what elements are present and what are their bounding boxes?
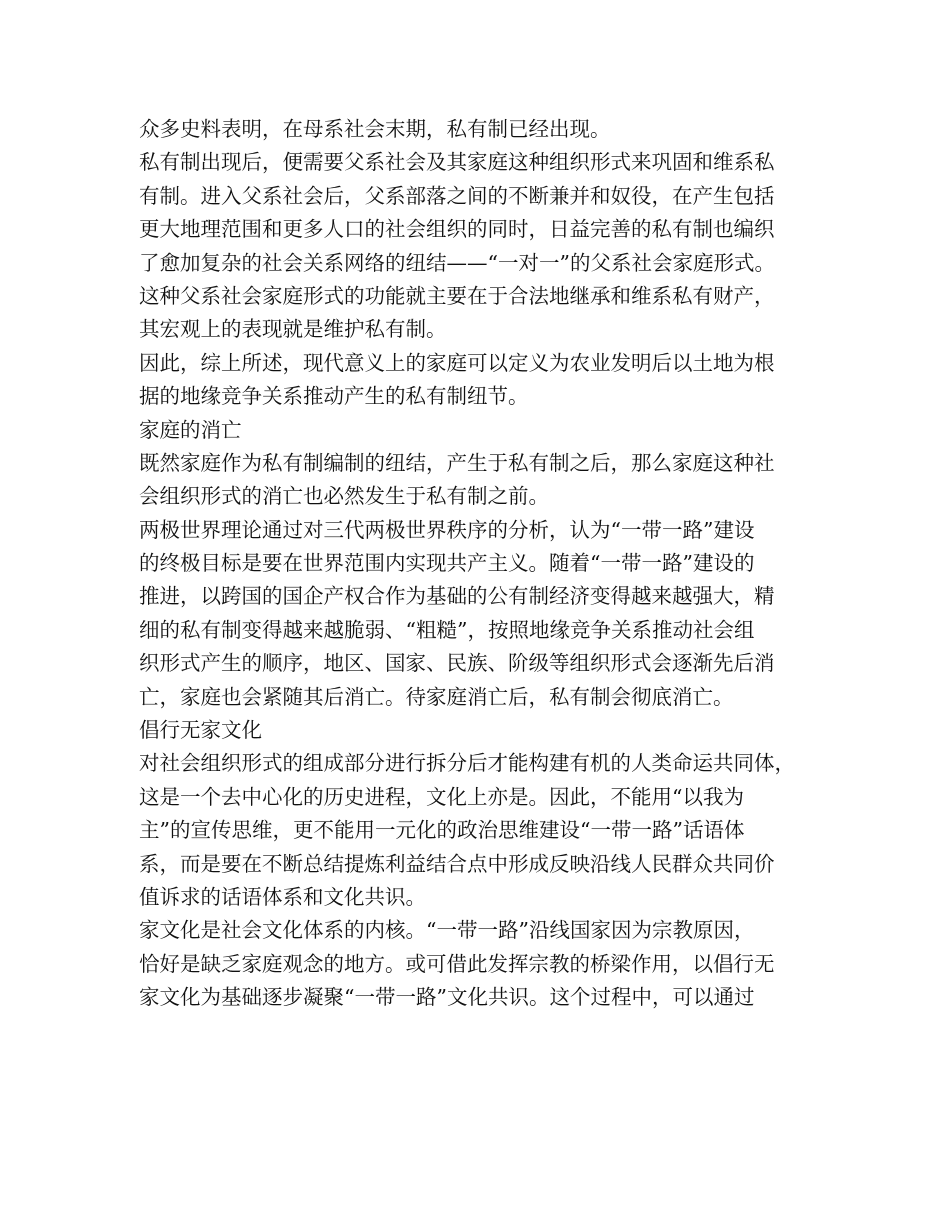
text-line: 对社会组织形式的组成部分进行拆分后才能构建有机的人类命运共同体， [139, 751, 795, 776]
text-line: 亡，家庭也会紧随其后消亡。待家庭消亡后，私有制会彻底消亡。 [139, 684, 734, 709]
text-line: 有制。进入父系社会后，父系部落之间的不断兼并和奴役，在产生包括 [139, 183, 775, 208]
text-line: 这是一个去中心化的历史进程，文化上亦是。因此，不能用“以我为 [139, 784, 744, 809]
text-line: 两极世界理论通过对三代两极世界秩序的分析，认为“一带一路”建设 [139, 517, 755, 542]
text-line: 这种父系社会家庭形式的功能就主要在于合法地继承和维系私有财产， [139, 283, 775, 308]
text-line: 其宏观上的表现就是维护私有制。 [139, 317, 447, 342]
text-line: 恰好是缺乏家庭观念的地方。或可借此发挥宗教的桥梁作用，以倡行无 [139, 951, 775, 976]
text-line: 因此，综上所述，现代意义上的家庭可以定义为农业发明后以土地为根 [139, 350, 775, 375]
text-line: 据的地缘竞争关系推动产生的私有制纽节。 [139, 384, 529, 409]
text-line: 细的私有制变得越来越脆弱、“粗糙”，按照地缘竞争关系推动社会组 [139, 617, 755, 642]
text-line: 私有制出现后，便需要父系社会及其家庭这种组织形式来巩固和维系私 [139, 150, 775, 175]
text-line: 的终极目标是要在世界范围内实现共产主义。随着“一带一路”建设的 [139, 551, 755, 576]
text-line: 值诉求的话语体系和文化共识。 [139, 884, 426, 909]
text-line: 更大地理范围和更多人口的社会组织的同时，日益完善的私有制也编织 [139, 217, 775, 242]
text-line: 既然家庭作为私有制编制的纽结，产生于私有制之后，那么家庭这种社 [139, 450, 775, 475]
text-line: 织形式产生的顺序，地区、国家、民族、阶级等组织形式会逐渐先后消 [139, 651, 775, 676]
text-line: 了愈加复杂的社会关系网络的纽结——“一对一”的父系社会家庭形式。 [139, 250, 775, 275]
text-line: 推进，以跨国的国企产权合作为基础的公有制经济变得越来越强大，精 [139, 584, 775, 609]
document-body [139, 113, 829, 1015]
section-heading: 家庭的消亡 [139, 417, 242, 442]
text-line: 系，而是要在不断总结提炼利益结合点中形成反映沿线人民群众共同价 [139, 851, 775, 876]
text-line: 主”的宣传思维，更不能用一元化的政治思维建设“一带一路”话语体 [139, 818, 745, 843]
text-line: 家文化是社会文化体系的内核。“一带一路”沿线国家因为宗教原因， [139, 918, 755, 943]
section-heading: 倡行无家文化 [139, 718, 262, 743]
text-line: 家文化为基础逐步凝聚“一带一路”文化共识。这个过程中，可以通过 [139, 985, 755, 1010]
text-line: 会组织形式的消亡也必然发生于私有制之前。 [139, 484, 549, 509]
text-line: 众多史料表明，在母系社会末期，私有制已经出现。 [139, 117, 611, 141]
